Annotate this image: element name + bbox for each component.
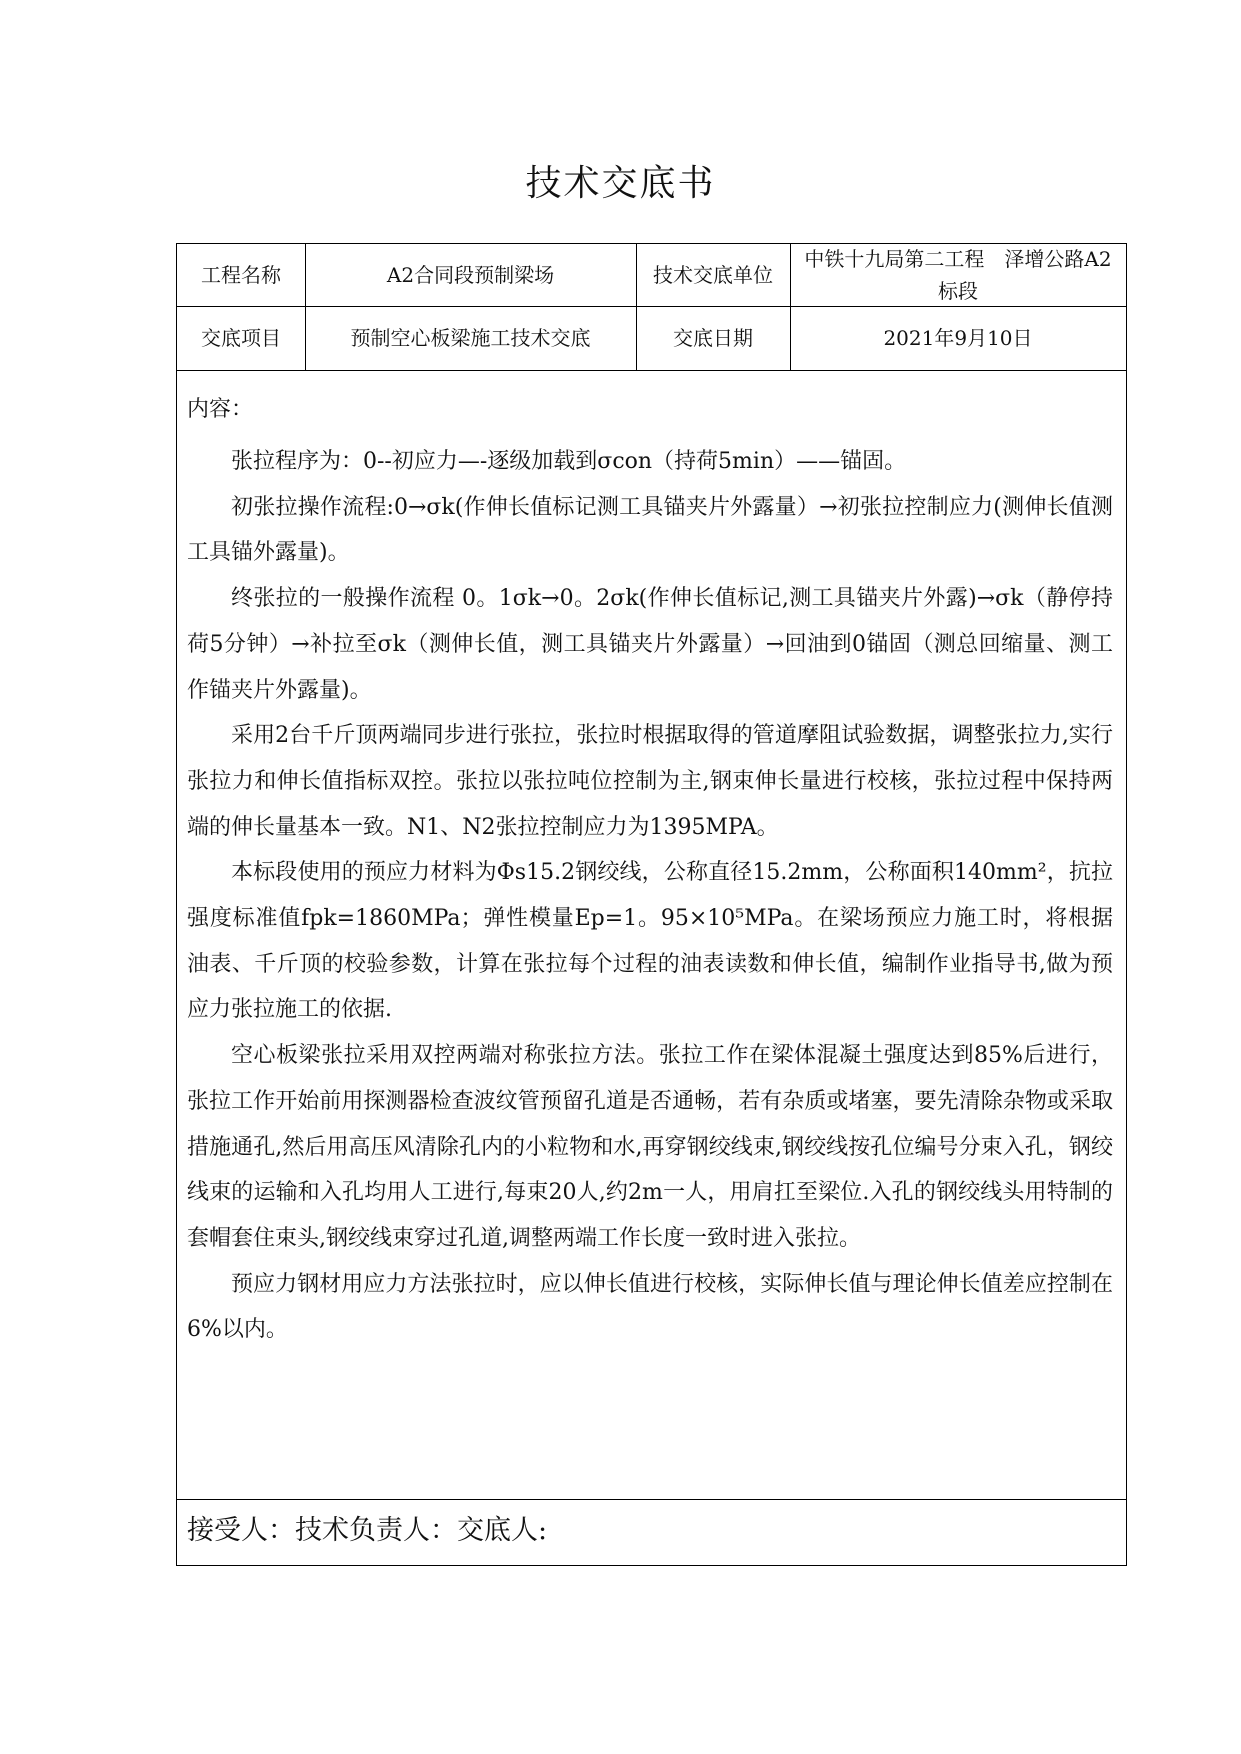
row-divider [177,370,1126,371]
tech-lead-label: 技术负责人： [295,1515,457,1546]
presenter-label: 交底人: [457,1515,548,1546]
briefing-item-value: 预制空心板梁施工技术交底 [350,326,591,350]
briefing-item-label: 交底项目 [201,326,281,350]
content-paragraph: 张拉程序为：0--初应力—-逐级加载到σcon（持荷5min）——锚固。 [231,449,907,474]
briefing-unit-value: 中铁十九局第二工程 泽增公路A2标段 [804,247,1112,303]
signature-row [187,1512,547,1550]
content-label: 内容： [187,397,254,422]
project-name-label: 工程名称 [201,263,281,287]
briefing-date-label: 交底日期 [673,326,753,350]
content-paragraph: 本标段使用的预应力材料为Φs15.2钢绞线，公称直径15.2mm，公称面积140mm²，抗拉强度标准值fpk=1860MPa；弹性模量Ep=1。95×10⁵MPa。在梁场预应力施工时，将根据油表、千斤顶的校验参数，计算在张拉每个过程的油表读数和伸长值，编制作业指导书,做为预应力张拉施工的依据. [187,860,1113,1023]
content-paragraph: 采用2台千斤顶两端同步进行张拉，张拉时根据取得的管道摩阻试验数据，调整张拉力,实行张拉力和伸长值指标双控。张拉以张拉吨位控制为主,钢束伸长量进行校核，张拉过程中保持两端的伸长量基本一致。N1、N2张拉控制应力为1395MPA。 [187,723,1113,840]
document-title: 技术交底书 [525,163,716,204]
content-body [187,439,1113,1353]
form-table [176,243,1127,1566]
briefing-date-value: 2021年9月10日 [883,326,1033,350]
content-paragraph: 终张拉的一般操作流程 0。1σk→0。2σk(作伸长值标记,测工具锚夹片外露)→σk（静停持荷5分钟）→补拉至σk（测伸长值，测工具锚夹片外露量）→回油到0锚固（测总回缩量、测工作锚夹片外露量)。 [187,586,1113,703]
briefing-unit-label: 技术交底单位 [653,263,773,287]
row-divider [177,1499,1126,1500]
project-name-value: A2合同段预制梁场 [386,263,555,287]
content-paragraph: 初张拉操作流程:0→σk(作伸长值标记测工具锚夹片外露量）→初张拉控制应力(测伸长值测工具锚外露量)。 [187,494,1113,566]
content-paragraph: 预应力钢材用应力方法张拉时，应以伸长值进行校核，实际伸长值与理论伸长值差应控制在6%以内。 [187,1271,1113,1343]
content-paragraph: 空心板梁张拉采用双控两端对称张拉方法。张拉工作在梁体混凝土强度达到85%后进行，张拉工作开始前用探测器检查波纹管预留孔道是否通畅，若有杂质或堵塞，要先清除杂物或采取措施通孔,然后用高压风清除孔内的小粒物和水,再穿钢绞线束,钢绞线按孔位编号分束入孔，钢绞线束的运输和入孔均用人工进行,每束20人,约2m一人，用肩扛至梁位.入孔的钢绞线头用特制的套帽套住束头,钢绞线束穿过孔道,调整两端工作长度一致时进入张拉。 [187,1043,1113,1251]
receiver-label: 接受人： [187,1515,295,1546]
